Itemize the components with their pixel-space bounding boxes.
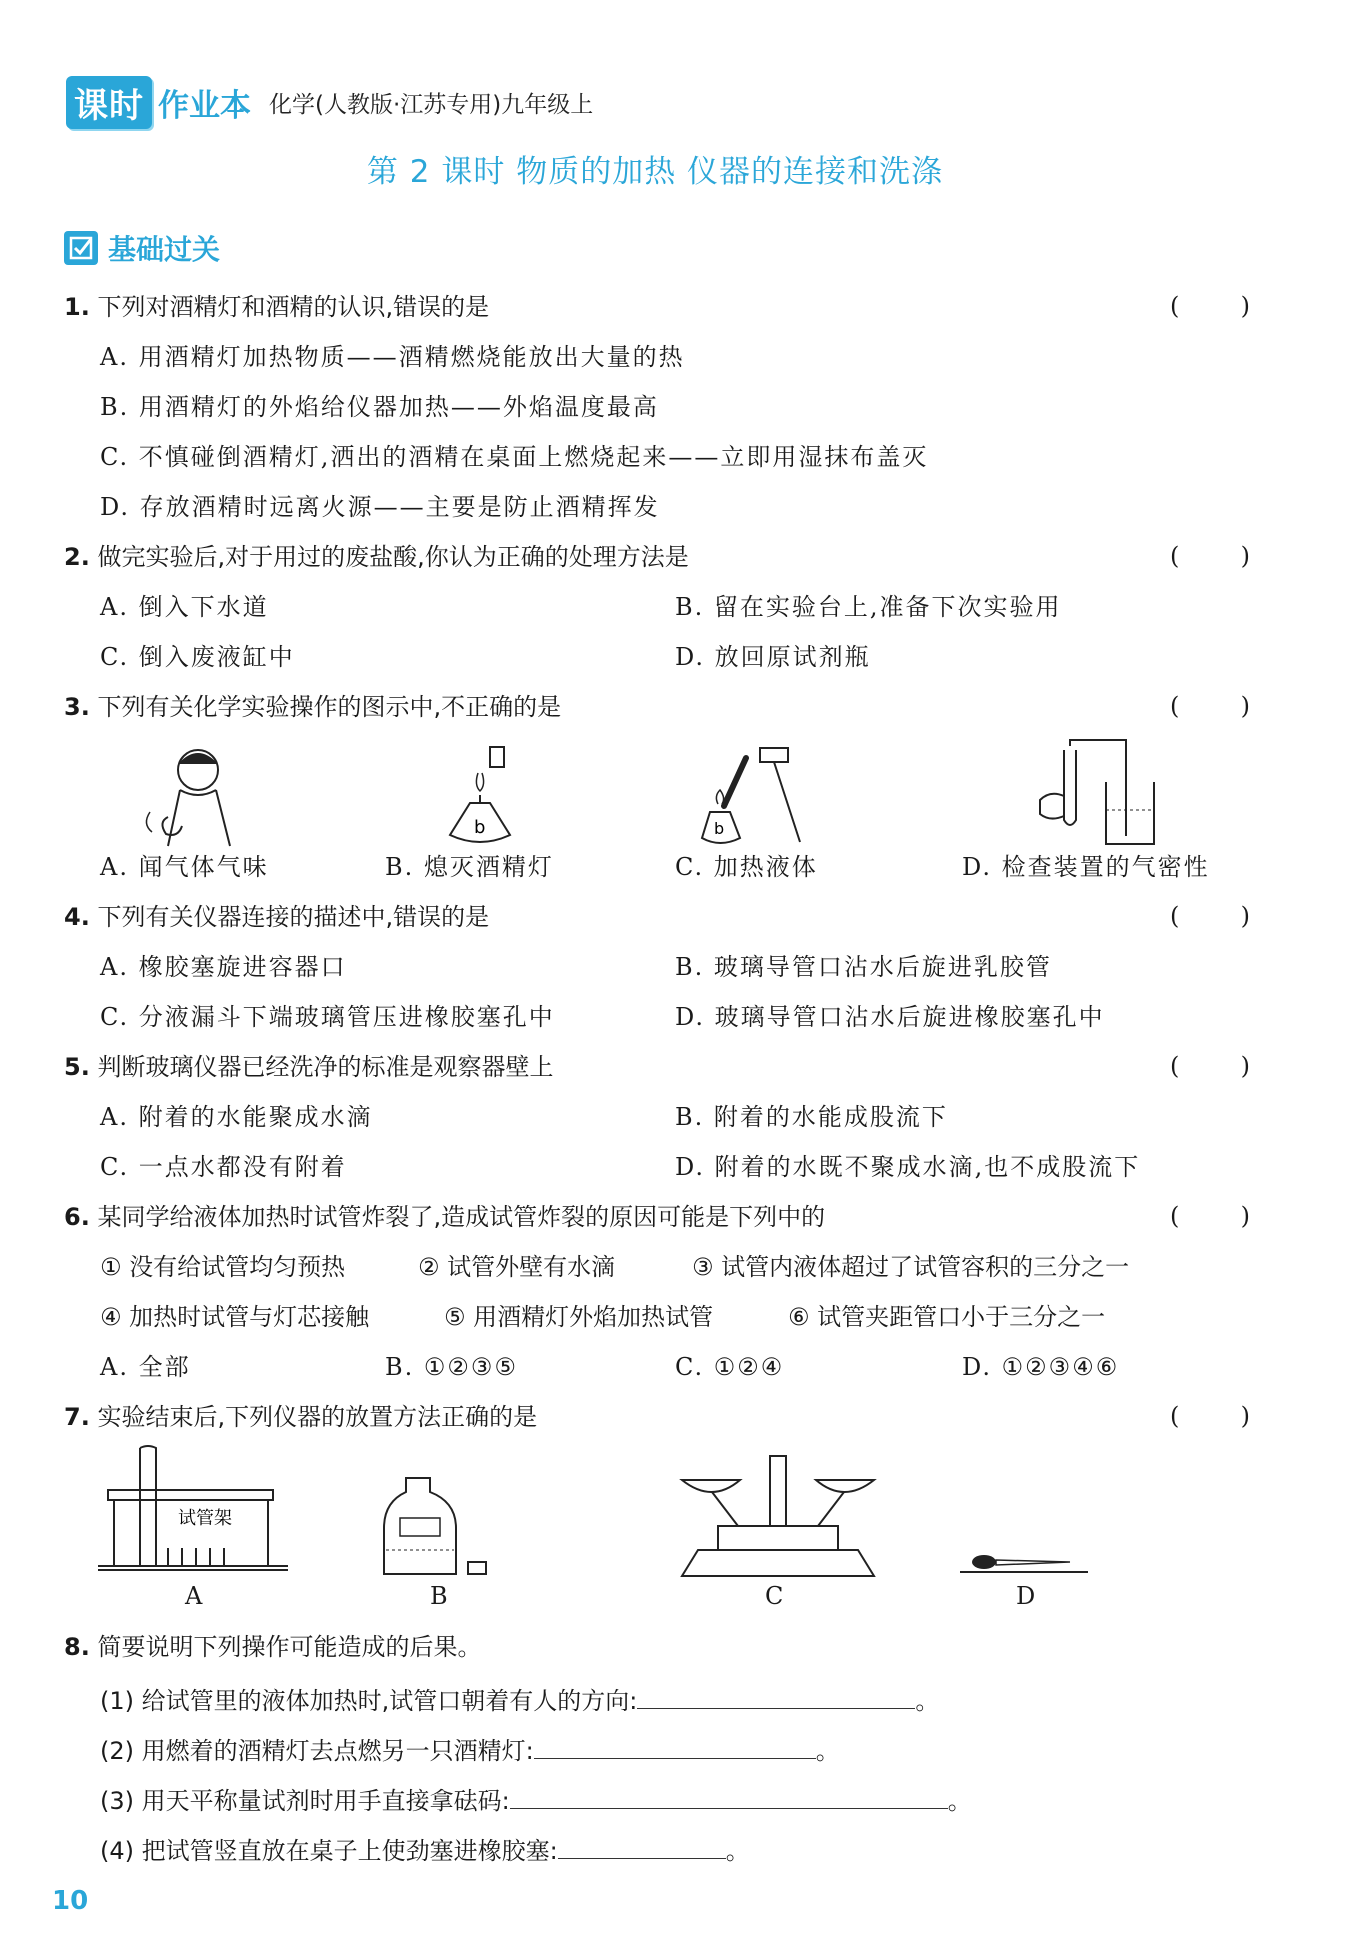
- q6-item-1: ① 没有给试管均匀预热: [100, 1253, 346, 1281]
- brand-name: 作业本: [158, 88, 251, 124]
- logo: 课时: [66, 76, 152, 129]
- q5-option-a: A. 附着的水能聚成水滴: [100, 1103, 373, 1131]
- q6-option-a: A. 全部: [100, 1353, 191, 1381]
- page-number: 10: [52, 1886, 89, 1916]
- q3-option-c: C. 加热液体: [675, 853, 818, 881]
- q7-label-c: C: [765, 1582, 784, 1610]
- q3-option-b: B. 熄灭酒精灯: [385, 853, 554, 881]
- question-8-stem: 8. 简要说明下列操作可能造成的后果。: [64, 1633, 482, 1661]
- q6-option-b: B. ①②③⑤: [385, 1353, 518, 1381]
- rack-label: 试管架: [178, 1508, 232, 1529]
- q1-option-a: A. 用酒精灯加热物质——酒精燃烧能放出大量的热: [100, 343, 685, 371]
- q2-option-d: D. 放回原试剂瓶: [675, 643, 871, 671]
- q2-option-a: A. 倒入下水道: [100, 593, 269, 621]
- q6-option-d: D. ①②③④⑥: [962, 1353, 1120, 1381]
- answer-paren-7[interactable]: ( ): [1170, 1402, 1250, 1430]
- q7-label-d: D: [1016, 1582, 1036, 1610]
- q1-option-c: C. 不慎碰倒酒精灯,洒出的酒精在桌面上燃烧起来——立即用湿抹布盖灭: [100, 443, 929, 471]
- answer-blank-4[interactable]: [558, 1834, 726, 1859]
- heating-liquid-figure: [700, 742, 810, 852]
- section-heading: [64, 228, 220, 268]
- checkbox-icon: [64, 231, 98, 265]
- answer-paren-6[interactable]: ( ): [1170, 1202, 1250, 1230]
- q7-label-a: A: [185, 1582, 203, 1610]
- q8-part-4: (4) 把试管竖直放在桌子上使劲塞进橡胶塞: 。: [100, 1834, 750, 1866]
- q6-item-5: ⑤ 用酒精灯外焰加热试管: [444, 1303, 714, 1331]
- q5-option-b: B. 附着的水能成股流下: [675, 1103, 948, 1131]
- q5-option-d: D. 附着的水既不聚成水滴,也不成股流下: [675, 1153, 1141, 1181]
- q4-option-c: C. 分液漏斗下端玻璃管压进橡胶塞孔中: [100, 1003, 555, 1031]
- answer-paren-5[interactable]: ( ): [1170, 1052, 1250, 1080]
- test-tube-rack-figure: [98, 1448, 288, 1578]
- q2-option-b: B. 留在实验台上,准备下次实验用: [675, 593, 1062, 621]
- q5-option-c: C. 一点水都没有附着: [100, 1153, 347, 1181]
- question-1-stem: 1. 下列对酒精灯和酒精的认识,错误的是: [64, 293, 490, 321]
- balance-figure: [678, 1452, 878, 1582]
- q6-item-4: ④ 加热时试管与灯芯接触: [100, 1303, 370, 1331]
- subject-title: 化学(人教版·江苏专用)九年级上: [269, 92, 594, 118]
- svg-text:b: b: [714, 819, 725, 838]
- answer-paren-1[interactable]: ( ): [1170, 292, 1250, 320]
- q3-option-a: A. 闻气体气味: [100, 853, 269, 881]
- dropper-figure: [960, 1552, 1090, 1578]
- answer-blank-3[interactable]: [510, 1784, 948, 1809]
- q8-part-2: (2) 用燃着的酒精灯去点燃另一只酒精灯: 。: [100, 1734, 840, 1766]
- q6-item-3: ③ 试管内液体超过了试管容积的三分之一: [692, 1253, 1130, 1281]
- question-4-stem: 4. 下列有关仪器连接的描述中,错误的是: [64, 903, 490, 931]
- header-brand: [66, 76, 593, 129]
- smelling-gas-figure: [138, 742, 258, 852]
- reagent-bottle-figure: [380, 1478, 490, 1578]
- question-5-stem: 5. 判断玻璃仪器已经洗净的标准是观察器壁上: [64, 1053, 554, 1081]
- airtightness-check-figure: [1030, 740, 1160, 850]
- svg-text:b: b: [474, 817, 486, 838]
- section-label: 基础过关: [108, 233, 221, 266]
- q6-item-2: ② 试管外壁有水滴: [418, 1253, 616, 1281]
- answer-paren-2[interactable]: ( ): [1170, 542, 1250, 570]
- answer-blank-2[interactable]: [534, 1734, 816, 1759]
- q6-item-6: ⑥ 试管夹距管口小于三分之一: [788, 1303, 1106, 1331]
- question-7-stem: 7. 实验结束后,下列仪器的放置方法正确的是: [64, 1403, 538, 1431]
- q3-option-d: D. 检查装置的气密性: [962, 853, 1210, 881]
- q8-part-1: (1) 给试管里的液体加热时,试管口朝着有人的方向: 。: [100, 1684, 939, 1716]
- q4-option-a: A. 橡胶塞旋进容器口: [100, 953, 347, 981]
- q1-option-b: B. 用酒精灯的外焰给仪器加热——外焰温度最高: [100, 393, 659, 421]
- answer-blank-1[interactable]: [637, 1684, 915, 1709]
- question-6-stem: 6. 某同学给液体加热时试管炸裂了,造成试管炸裂的原因可能是下列中的: [64, 1203, 826, 1231]
- lesson-title: 第 2 课时 物质的加热 仪器的连接和洗涤: [366, 154, 944, 190]
- extinguish-lamp-figure: [440, 745, 520, 850]
- q6-option-c: C. ①②④: [675, 1353, 785, 1381]
- q4-option-b: B. 玻璃导管口沾水后旋进乳胶管: [675, 953, 1052, 981]
- answer-paren-3[interactable]: ( ): [1170, 692, 1250, 720]
- q8-part-3: (3) 用天平称量试剂时用手直接拿砝码: 。: [100, 1784, 972, 1816]
- q4-option-d: D. 玻璃导管口沾水后旋进橡胶塞孔中: [675, 1003, 1105, 1031]
- question-3-stem: 3. 下列有关化学实验操作的图示中,不正确的是: [64, 693, 562, 721]
- q7-label-b: B: [430, 1582, 448, 1610]
- question-2-stem: 2. 做完实验后,对于用过的废盐酸,你认为正确的处理方法是: [64, 543, 689, 571]
- q1-option-d: D. 存放酒精时远离火源——主要是防止酒精挥发: [100, 493, 660, 521]
- answer-paren-4[interactable]: ( ): [1170, 902, 1250, 930]
- q2-option-c: C. 倒入废液缸中: [100, 643, 295, 671]
